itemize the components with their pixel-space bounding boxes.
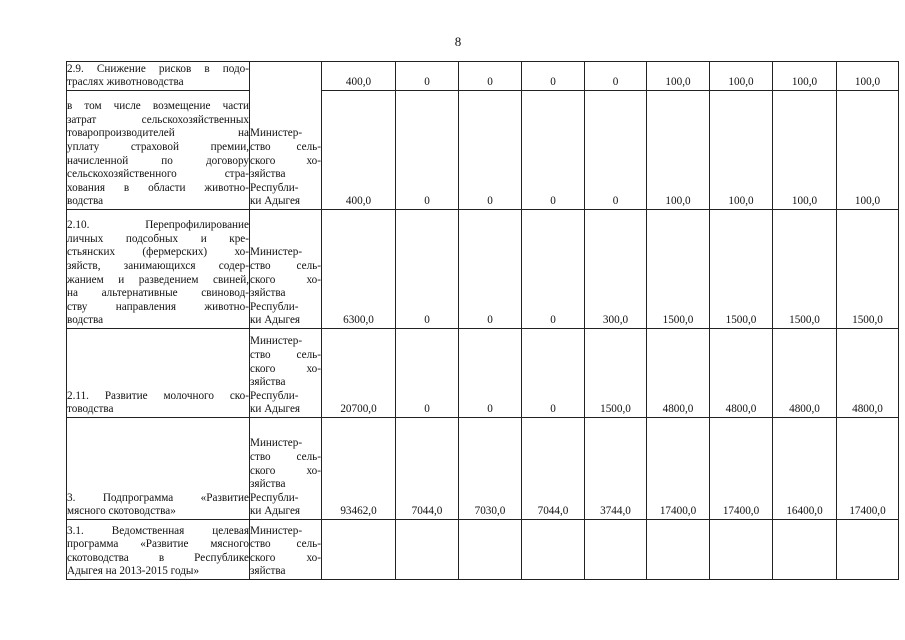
executor-line: Республи- bbox=[250, 491, 299, 504]
executor-line: ского хо- bbox=[250, 362, 321, 375]
row-name-cell bbox=[67, 520, 250, 580]
executor-line: ского хо- bbox=[250, 464, 321, 477]
value-cell: 4800,0 bbox=[773, 329, 837, 418]
row-name-cell bbox=[67, 329, 250, 418]
executor-line: Министер- bbox=[250, 437, 303, 450]
value-cell: 100,0 bbox=[710, 91, 773, 210]
executor-line: ки Адыгея bbox=[250, 403, 301, 416]
value-cell: 0 bbox=[522, 210, 585, 329]
executor-cell bbox=[250, 418, 322, 520]
row-name-line: 2.10. Перепрофилирование bbox=[67, 219, 249, 232]
executor-line: ство сель- bbox=[250, 260, 321, 273]
executor-line: Министер- bbox=[250, 524, 303, 537]
value-cell: 4800,0 bbox=[710, 329, 773, 418]
value-cell: 16400,0 bbox=[773, 418, 837, 520]
value-cell: 3744,0 bbox=[585, 418, 647, 520]
row-name-cell bbox=[67, 418, 250, 520]
value-cell: 7044,0 bbox=[522, 418, 585, 520]
row-name-line: на альтернативные свиновод- bbox=[67, 287, 249, 300]
value-cell: 0 bbox=[522, 62, 585, 91]
row-name-line: товодства bbox=[67, 403, 114, 416]
table-row bbox=[67, 418, 899, 520]
value-cell: 0 bbox=[459, 210, 522, 329]
executor-line: Республи- bbox=[250, 300, 299, 313]
value-cell bbox=[773, 520, 837, 580]
executor-line: Республи- bbox=[250, 181, 299, 194]
value-cell bbox=[710, 520, 773, 580]
row-name-line: водства bbox=[67, 314, 104, 327]
value-cell: 20700,0 bbox=[322, 329, 396, 418]
executor-line: ского хо- bbox=[250, 273, 321, 286]
value-cell bbox=[396, 520, 459, 580]
subrow-name-line: в том числе возмещение части bbox=[67, 100, 249, 113]
value-cell: 300,0 bbox=[585, 210, 647, 329]
row-name-line: 3.1. Ведомственная целевая bbox=[67, 524, 249, 537]
value-cell: 0 bbox=[585, 62, 647, 91]
value-cell: 1500,0 bbox=[710, 210, 773, 329]
value-cell: 0 bbox=[396, 210, 459, 329]
value-cell: 1500,0 bbox=[837, 210, 899, 329]
subrow-name-line: хования в области животно- bbox=[67, 181, 249, 194]
value-cell: 0 bbox=[396, 91, 459, 210]
value-cell: 1500,0 bbox=[585, 329, 647, 418]
value-cell: 1500,0 bbox=[647, 210, 710, 329]
table-row bbox=[67, 329, 899, 418]
row-name-line: мясного скотоводства» bbox=[67, 505, 176, 518]
value-cell: 100,0 bbox=[647, 62, 710, 91]
value-cell: 0 bbox=[522, 91, 585, 210]
value-cell: 17400,0 bbox=[710, 418, 773, 520]
value-cell: 100,0 bbox=[837, 62, 899, 91]
value-cell: 7030,0 bbox=[459, 418, 522, 520]
value-cell: 17400,0 bbox=[647, 418, 710, 520]
row-name-line: стьянских (фермерских) хо- bbox=[67, 246, 249, 259]
table-row bbox=[67, 210, 899, 329]
value-cell: 17400,0 bbox=[837, 418, 899, 520]
value-cell: 1500,0 bbox=[773, 210, 837, 329]
row-name-line: 3. Подпрограмма «Развитие bbox=[67, 491, 249, 504]
page-number: 8 bbox=[454, 34, 462, 49]
row-name-line: Адыгея на 2013-2015 годы» bbox=[67, 565, 200, 578]
value-cell bbox=[837, 520, 899, 580]
value-cell: 100,0 bbox=[647, 91, 710, 210]
value-cell: 4800,0 bbox=[647, 329, 710, 418]
row-name-line: личных подсобных и кре- bbox=[67, 232, 249, 245]
value-cell: 400,0 bbox=[322, 62, 396, 91]
executor-line: ского хо- bbox=[250, 154, 321, 167]
executor-line: ство сель- bbox=[250, 451, 321, 464]
value-cell: 0 bbox=[459, 329, 522, 418]
executor-line: зяйства bbox=[250, 565, 286, 578]
row-name-line: 2.11. Развитие молочного ско- bbox=[67, 389, 249, 402]
value-cell bbox=[647, 520, 710, 580]
executor-line: ки Адыгея bbox=[250, 505, 301, 518]
executor-line: зяйства bbox=[250, 287, 286, 300]
table-body bbox=[67, 62, 899, 580]
table-subrow bbox=[67, 91, 899, 210]
value-cell: 0 bbox=[459, 62, 522, 91]
row-name-line: программа «Развитие мясного bbox=[67, 538, 249, 551]
value-cell bbox=[459, 520, 522, 580]
executor-line: ство сель- bbox=[250, 538, 321, 551]
executor-line: ки Адыгея bbox=[250, 195, 301, 208]
value-cell: 100,0 bbox=[710, 62, 773, 91]
executor-line: ки Адыгея bbox=[250, 314, 301, 327]
subrow-name-line: товаропроизводителей на bbox=[67, 127, 249, 140]
executor-line: ского хо- bbox=[250, 551, 321, 564]
executor-cell bbox=[250, 62, 322, 210]
executor-line: ство сель- bbox=[250, 141, 321, 154]
executor-line: ство сель- bbox=[250, 349, 321, 362]
executor-line: Министер- bbox=[250, 335, 303, 348]
value-cell: 0 bbox=[459, 91, 522, 210]
value-cell: 6300,0 bbox=[322, 210, 396, 329]
budget-table bbox=[66, 61, 899, 580]
row-name-line: ству направления животно- bbox=[67, 300, 249, 313]
value-cell: 0 bbox=[396, 62, 459, 91]
subrow-name-cell bbox=[67, 91, 250, 210]
value-cell: 0 bbox=[396, 329, 459, 418]
executor-cell bbox=[250, 329, 322, 418]
value-cell: 4800,0 bbox=[837, 329, 899, 418]
row-name-line: жанием и разведением свиней, bbox=[67, 273, 249, 286]
subrow-name-line: водства bbox=[67, 195, 104, 208]
executor-line: зяйства bbox=[250, 376, 286, 389]
executor-line: Республи- bbox=[250, 389, 299, 402]
value-cell: 0 bbox=[585, 91, 647, 210]
executor-line: Министер- bbox=[250, 246, 303, 259]
value-cell: 93462,0 bbox=[322, 418, 396, 520]
value-cell: 100,0 bbox=[773, 62, 837, 91]
table-row bbox=[67, 520, 899, 580]
executor-cell bbox=[250, 210, 322, 329]
executor-line: зяйства bbox=[250, 168, 286, 181]
value-cell: 100,0 bbox=[773, 91, 837, 210]
executor-line: зяйства bbox=[250, 478, 286, 491]
value-cell: 400,0 bbox=[322, 91, 396, 210]
subrow-name-line: уплату страховой премии, bbox=[67, 141, 249, 154]
subrow-name-line: начисленной по договору bbox=[67, 154, 249, 167]
row-name-line: траслях животноводства bbox=[67, 76, 184, 89]
value-cell bbox=[585, 520, 647, 580]
value-cell: 7044,0 bbox=[396, 418, 459, 520]
value-cell bbox=[522, 520, 585, 580]
table-row bbox=[67, 62, 899, 91]
value-cell: 0 bbox=[522, 329, 585, 418]
row-name-cell bbox=[67, 62, 250, 91]
executor-line: Министер- bbox=[250, 127, 303, 140]
row-name-line: скотоводства в Республике bbox=[67, 551, 249, 564]
executor-cell bbox=[250, 520, 322, 580]
subrow-name-line: затрат сельскохозяйственных bbox=[67, 113, 249, 126]
value-cell: 100,0 bbox=[837, 91, 899, 210]
row-name-cell bbox=[67, 210, 250, 329]
value-cell bbox=[322, 520, 396, 580]
row-name-line: 2.9. Снижение рисков в подо- bbox=[67, 62, 249, 75]
subrow-name-line: сельскохозяйственного стра- bbox=[67, 168, 249, 181]
row-name-line: зяйств, занимающихся содер- bbox=[67, 260, 249, 273]
